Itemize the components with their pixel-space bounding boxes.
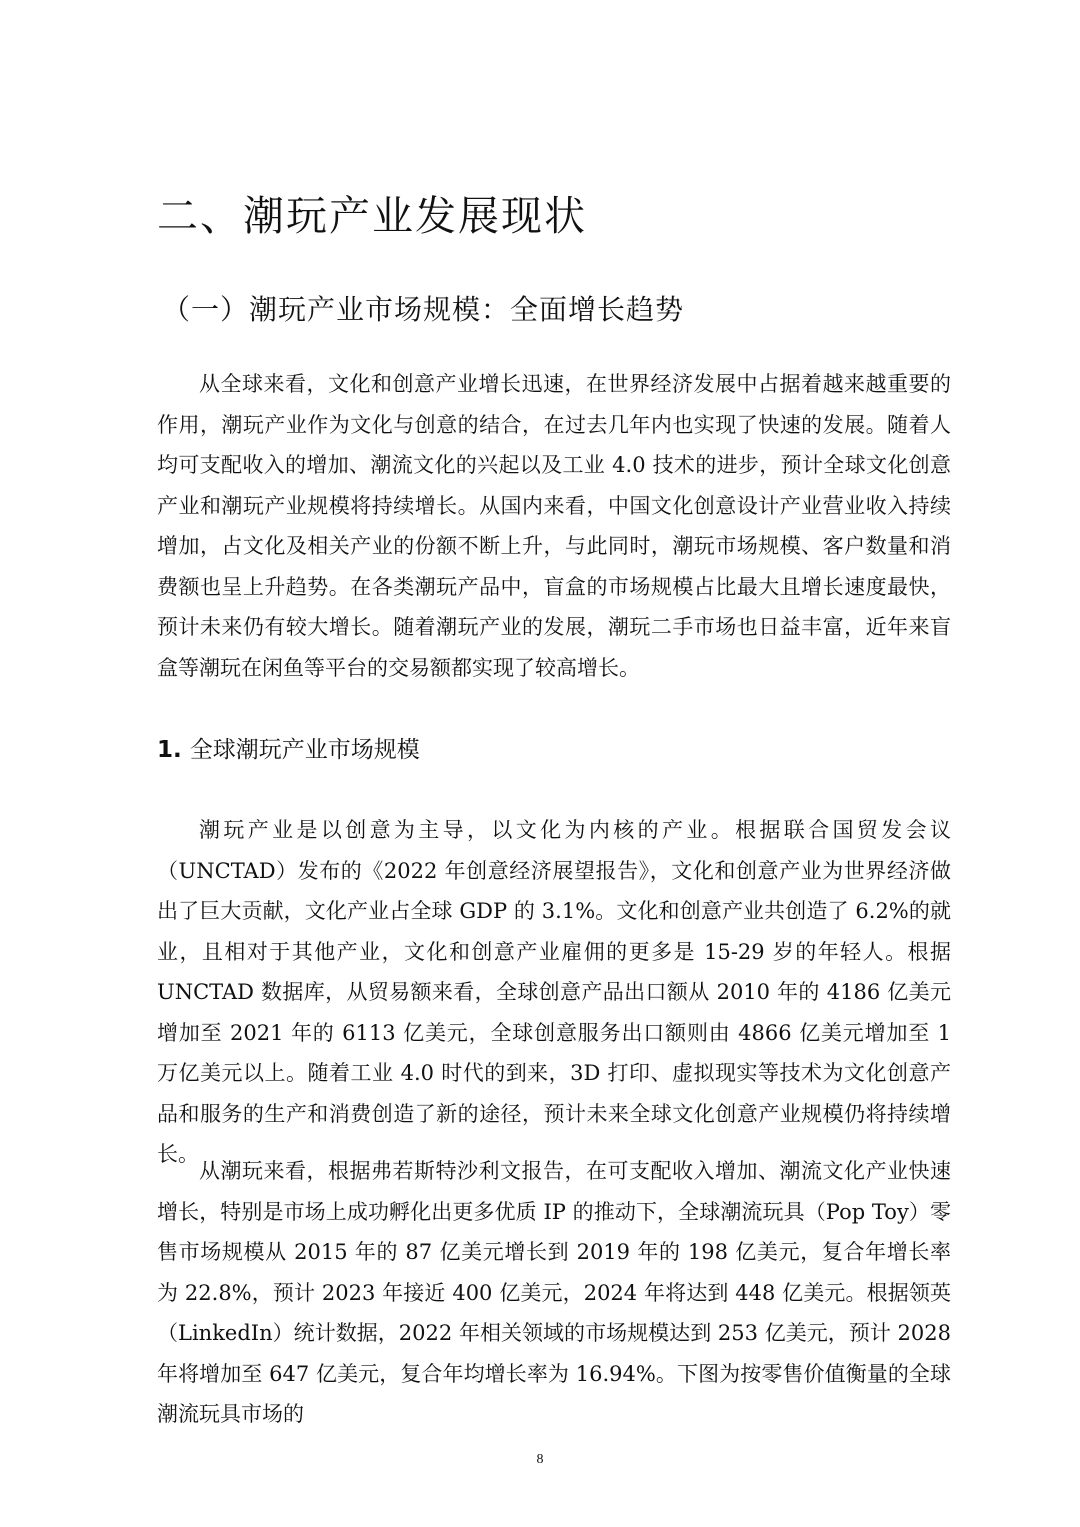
- subsection-title: 全球潮玩产业市场规模: [189, 737, 420, 763]
- chapter-title: 二、潮玩产业发展现状: [157, 192, 587, 240]
- section-title: （一）潮玩产业市场规模：全面增长趋势: [162, 293, 685, 326]
- paragraph-unctad: 潮玩产业是以创意为主导，以文化为内核的产业。根据联合国贸发会议（UNCTAD）发布的《2022 年创意经济展望报告》，文化和创意产业为世界经济做出了巨大贡献，文化产业占全球 GDP 的 3.1%。文化和创意产业共创造了 6.2%的就业，且相对于其他产业，文化和创意产业雇佣的更多是 15-29 岁的年轻人。根据 UNCTAD 数据库，从贸易额来看，全球创意产品出口额从 2010 年的 4186 亿美元增加至 2021 年的 6113 亿美元，全球创意服务出口额则由 4866 亿美元增加至 1 万亿美元以上。随着工业 4.0 时代的到来，3D 打印、虚拟现实等技术为文化创意产品和服务的生产和消费创造了新的途径，预计未来全球文化创意产业规模仍将持续增长。: [157, 818, 951, 1166]
- paragraph-global-overview: 从全球来看，文化和创意产业增长迅速，在世界经济发展中占据着越来越重要的作用，潮玩产业作为文化与创意的结合，在过去几年内也实现了快速的发展。随着人均可支配收入的增加、潮流文化的兴起以及工业 4.0 技术的进步，预计全球文化创意产业和潮玩产业规模将持续增长。从国内来看，中国文化创意设计产业营业收入持续增加，占文化及相关产业的份额不断上升，与此同时，潮玩市场规模、客户数量和消费额也呈上升趋势。在各类潮玩产品中，盲盒的市场规模占比最大且增长速度最快，预计未来仍有较大增长。随着潮玩产业的发展，潮玩二手市场也日益丰富，近年来盲盒等潮玩在闲鱼等平台的交易额都实现了较高增长。: [157, 372, 951, 680]
- paragraph-pop-toy-market: 从潮玩来看，根据弗若斯特沙利文报告，在可支配收入增加、潮流文化产业快速增长，特别是市场上成功孵化出更多优质 IP 的推动下，全球潮流玩具（Pop Toy）零售市场规模从 2015 年的 87 亿美元增长到 2019 年的 198 亿美元，复合年增长率为 22.8%，预计 2023 年接近 400 亿美元，2024 年将达到 448 亿美元。根据领英（LinkedIn）统计数据，2022 年相关领域的市场规模达到 253 亿美元，预计 2028 年将增加至 647 亿美元，复合年均增长率为 16.94%。下图为按零售价值衡量的全球潮流玩具市场的: [157, 1159, 951, 1426]
- subsection-heading: [157, 736, 420, 766]
- page-number: 8: [536, 1452, 544, 1467]
- subsection-number: 1.: [157, 737, 182, 763]
